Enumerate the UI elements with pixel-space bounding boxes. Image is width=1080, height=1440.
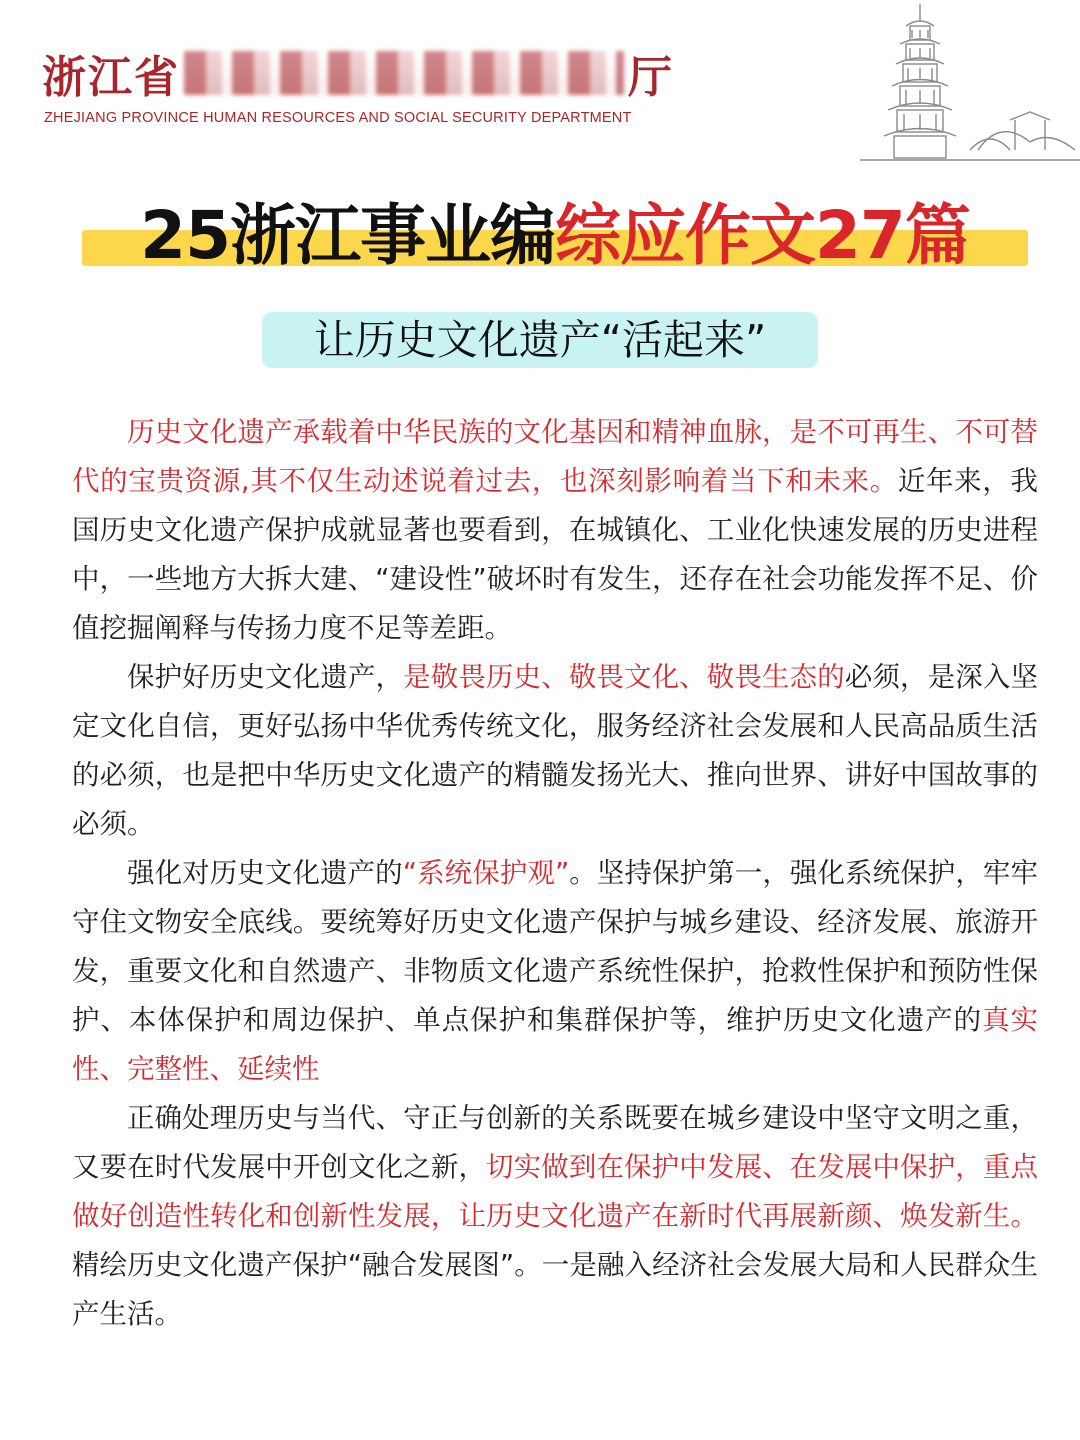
text-run: 必须，是深入坚定文化自信，更好弘扬中华优秀传统文化，服务经济社会发展和人民高品质生活的必须，也是把中华历史文化遗产的精髓发扬光大、推向世界、讲好中国故事的必须。: [72, 661, 1038, 840]
article-body: [72, 408, 1038, 1339]
text-run: “系统保护观”: [402, 857, 570, 889]
text-run: 强化对历史文化遗产的: [127, 857, 403, 889]
paragraph-1: [72, 408, 1038, 653]
org-name-suffix: 厅: [628, 52, 674, 103]
title-part-red: 综应作文27篇: [555, 197, 970, 274]
paragraph-4: [72, 1094, 1038, 1339]
org-name: [42, 38, 674, 108]
title-text: [82, 188, 1028, 284]
text-run: 。坚持保护第一，强化系统保护，牢牢守住文物安全底线。要统筹好历史文化遗产保护与城乡建设、经济发展、旅游开发，重要文化和自然遗产、非物质文化遗产系统性保护，抢救性保护和预防性保护、本体保护和周边保护、单点保护和集群保护等，维护历史文化遗产的: [72, 857, 1039, 1036]
text-run: 正确处理历史与当代、守正与创新的关系既要在城乡建设中坚守文明之重，又要在时代发展中开创文化之新，: [72, 1102, 1038, 1183]
blurred-org-name: [184, 51, 624, 95]
org-english-name: ZHEJIANG PROVINCE HUMAN RESOURCES AND SOCIAL SECURITY DEPARTMENT: [44, 110, 632, 126]
text-run: 历史文化遗产承载着中华民族的文化基因和精神血脉，是不可再生、不可替代的宝贵资源,其不仅生动述说着过去，也深刻影响着当下和未来。: [72, 416, 1038, 497]
text-run: 切实做到在保护中发展、在发展中保护，重点做好创造性转化和创新性发展，让历史文化遗产在新时代再展新颜、焕发新生。: [72, 1151, 1039, 1232]
title-part-black: 25浙江事业编: [140, 197, 555, 274]
text-run: 近年来，我国历史文化遗产保护成就显著也要看到，在城镇化、工业化快速发展的历史进程中，一些地方大拆大建、“建设性”破坏时有发生，还存在社会功能发挥不足、价值挖掘阐释与传扬力度不足等差距。: [72, 465, 1038, 644]
main-title: [82, 188, 1028, 284]
header: [0, 0, 1080, 175]
paragraph-2: [72, 653, 1038, 849]
org-name-prefix: 浙江省: [42, 52, 180, 103]
pagoda-illustration: [860, 0, 1080, 170]
text-run: 精绘历史文化遗产保护“融合发展图”。一是融入经济社会发展大局和人民群众生产生活。: [72, 1249, 1038, 1330]
text-run: 真实性、完整性、延续性: [72, 1004, 1039, 1085]
subtitle: 让历史文化遗产“活起来”: [262, 312, 818, 368]
text-run: 保护好历史文化遗产，: [127, 661, 404, 693]
text-run: 是敬畏历史、敬畏文化、敬畏生态的: [403, 661, 845, 693]
paragraph-3: [72, 849, 1038, 1094]
